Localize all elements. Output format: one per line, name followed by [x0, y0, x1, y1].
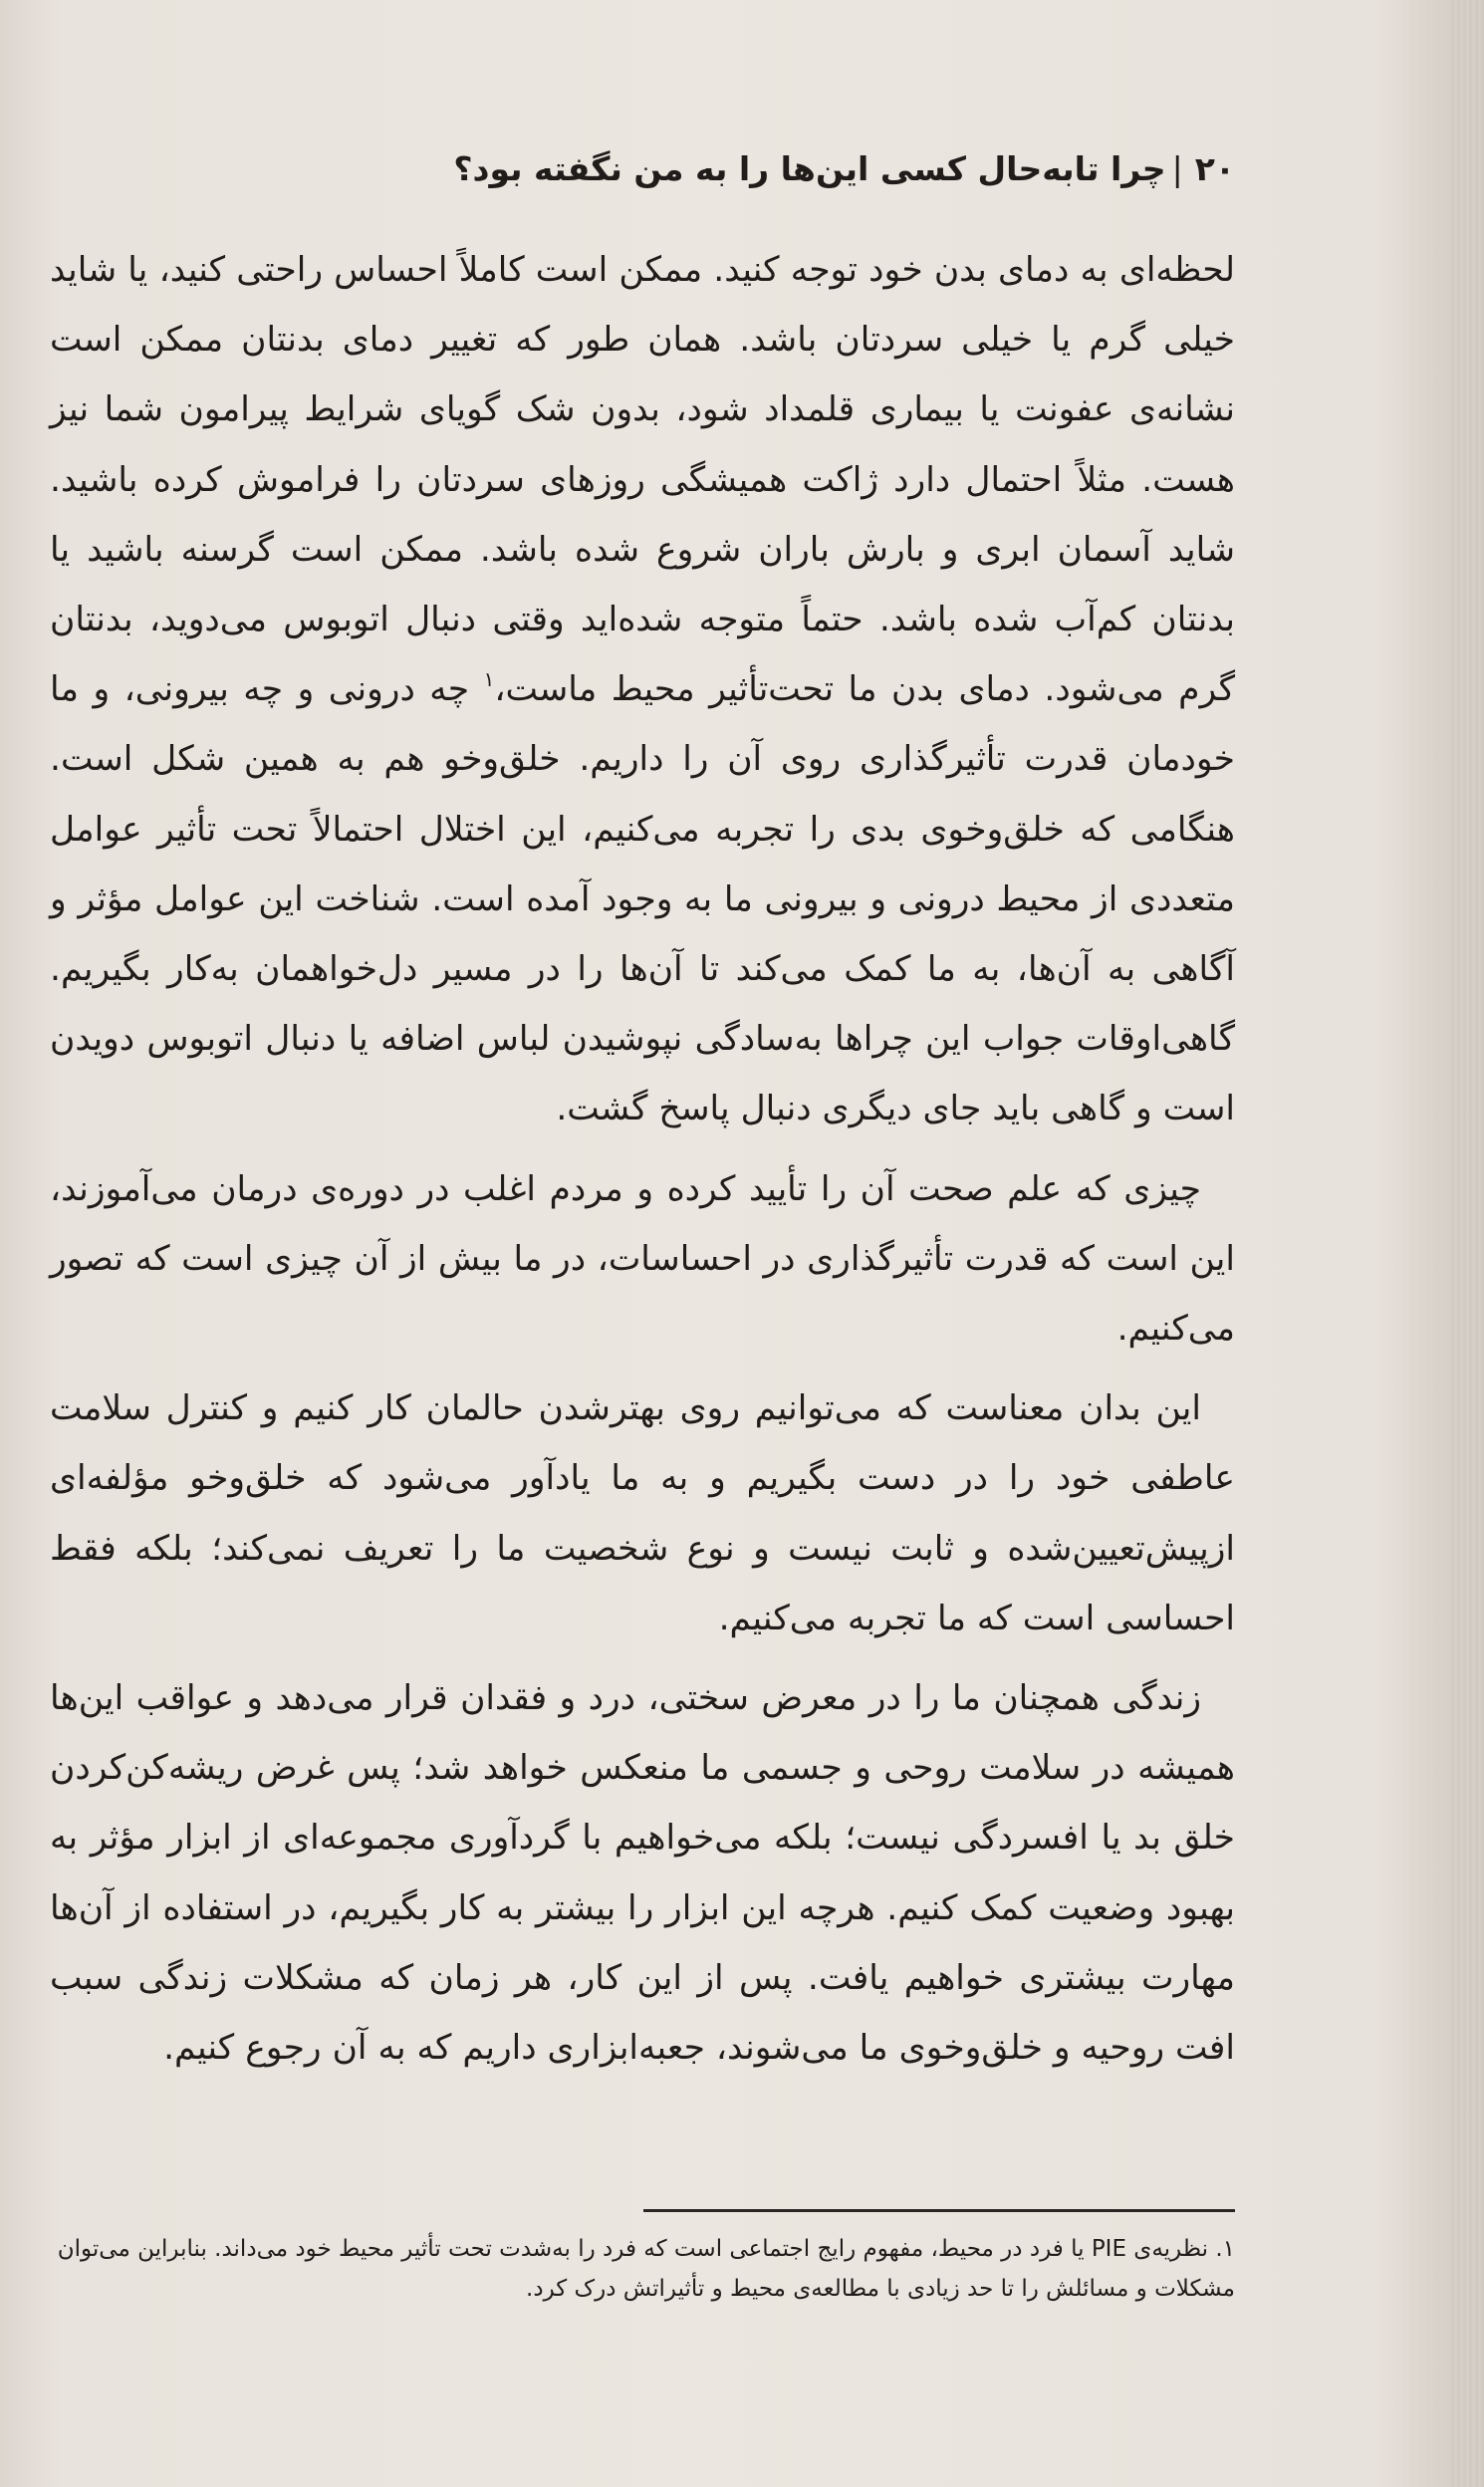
paragraph-1-text-b: چه درونی و چه بیرونی، و ما خودمان قدرت تأثیرگذاری روی آن را داریم. خلق‌وخو هم به همین شکل است. هنگامی که خلق‌وخوی بدی را تجربه می‌کنیم، این اختلال احتمالاً تحت تأثیر عوامل متعددی از محیط درونی و بیرونی ما به وجود آمده است. شناخت این عوامل مؤثر و آگاهی به آن‌ها، به ما کمک می‌کند تا آن‌ها را در مسیر دل‌خواهمان به‌کار بگیریم. گاهی‌اوقات جواب این چراها به‌سادگی نپوشیدن لباس اضافه یا دنبال اتوبوس دویدن است و گاهی باید جای دیگری دنبال پاسخ گشت. [50, 669, 1235, 1129]
running-header [249, 137, 1235, 201]
footnote-1: ۱. نظریه‌ی PIE یا فرد در محیط، مفهوم رایج اجتماعی است که فرد را به‌شدت تحت تأثیر محیط خود می‌داند. بنابراین می‌توان مشکلات و مسائلش را تا حد زیادی با مطالعه‌ی محیط و تأثیراتش درک کرد. [57, 2236, 1235, 2302]
header-separator: | [1171, 149, 1183, 188]
paragraph-1 [50, 235, 1235, 1144]
page-number: ۲۰ [1194, 149, 1235, 188]
footnote-area [50, 2229, 1235, 2309]
paragraph-2: چیزی که علم صحت آن را تأیید کرده و مردم اغلب در دوره‌ی درمان می‌آموزند، این است که قدرت تأثیرگذاری در احساسات، در ما بیش از آن چیزی است که تصور می‌کنیم. [50, 1168, 1235, 1350]
footnote-reference: ۱ [483, 667, 495, 692]
paragraph-3: این بدان معناست که می‌توانیم روی بهترشدن حالمان کار کنیم و کنترل سلامت عاطفی خود را در دست بگیریم و به ما یادآور می‌شود که خلق‌وخو مؤلفه‌ای ازپیش‌تعیین‌شده و ثابت نیست و نوع شخصیت ما را تعریف نمی‌کند؛ بلکه فقط احساسی است که ما تجربه می‌کنیم. [50, 1388, 1235, 1638]
page-edge-stack [1450, 0, 1484, 2487]
running-title: چرا تابه‌حال کسی این‌ها را به من نگفته بود؟ [453, 149, 1166, 188]
footnote-divider [643, 2209, 1235, 2212]
paragraph-4: زندگی همچنان ما را در معرض سختی، درد و فقدان قرار می‌دهد و عواقب این‌ها همیشه در سلامت روحی و جسمی ما منعکس خواهد شد؛ پس غرض ریشه‌کن‌کردن خلق بد یا افسردگی نیست؛ بلکه می‌خواهیم با گردآوری مجموعه‌ای از ابزار مؤثر به بهبود وضعیت کمک کنیم. هرچه این ابزار را بیشتر به کار بگیریم، در استفاده از آن‌ها مهارت بیشتری خواهیم یافت. پس از این کار، هر زمان که مشکلات زندگی سبب افت روحیه و خلق‌وخوی ما می‌شوند، جعبه‌ابزاری داریم که به آن رجوع کنیم. [50, 1678, 1235, 2069]
body-text [50, 235, 1235, 2093]
paragraph-1-text-a: لحظه‌ای به دمای بدن خود توجه کنید. ممکن است کاملاً احساس راحتی کنید، یا شاید خیلی گرم یا خیلی سردتان باشد. همان طور که تغییر دمای بدنتان ممکن است نشانه‌ی عفونت یا بیماری قلمداد شود، بدون شک گویای شرایط پیرامون شما نیز هست. مثلاً احتمال دارد ژاکت همیشگی روزهای سردتان را فراموش کرده باشید. شاید آسمان ابری و بارش باران شروع شده باشد. ممکن است گرسنه باشید یا بدنتان کم‌آب شده باشد. حتماً متوجه شده‌اید وقتی دنبال اتوبوس می‌دوید، بدنتان گرم می‌شود. دمای بدن ما تحت‌تأثیر محیط ماست، [50, 250, 1236, 710]
